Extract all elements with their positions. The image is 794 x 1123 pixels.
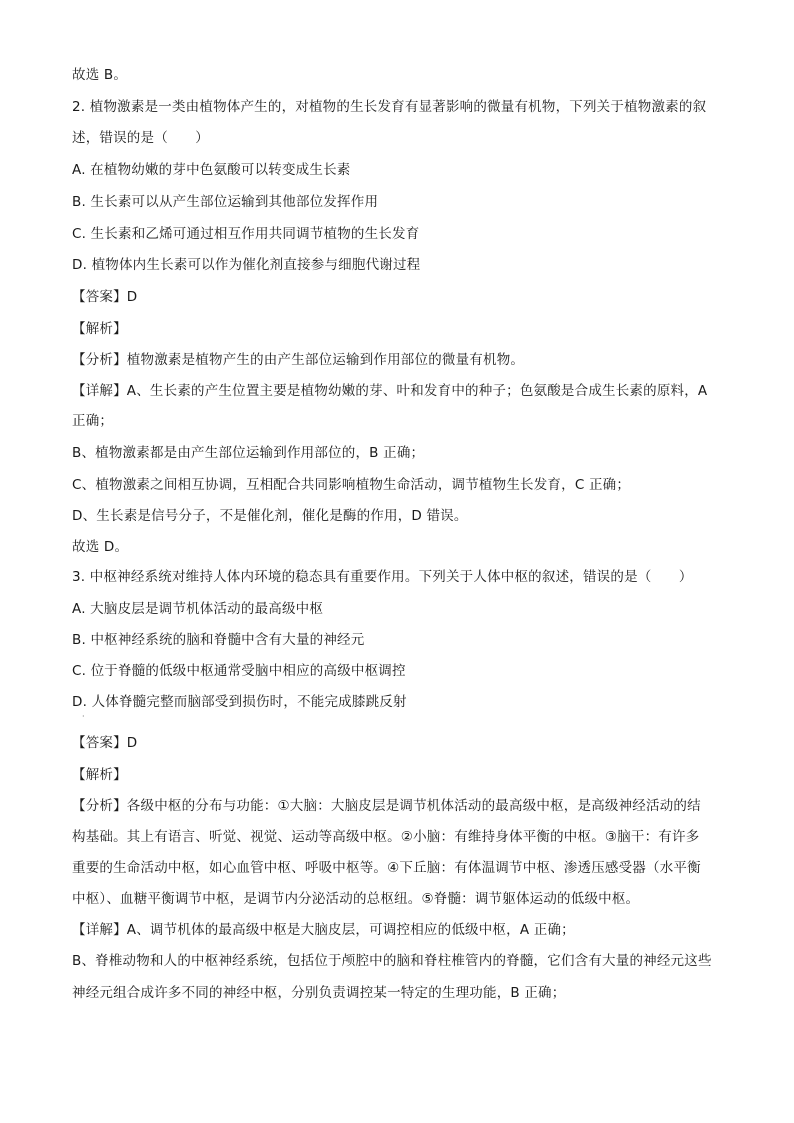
detail-b-cont: 神经元组合成许多不同的神经中枢，分别负责调控某一特定的生理功能，B 正确； — [72, 985, 566, 1001]
analysis-text: 【分析】各级中枢的分布与功能：①大脑：大脑皮层是调节机体活动的最高级中枢，是高级神经活动的结 — [72, 798, 701, 814]
option-c: C. 位于脊髓的低级中枢通常受脑中相应的高级中枢调控 — [72, 663, 406, 679]
text-line: 故选 B。 — [72, 67, 128, 83]
question-3-stem: 3. 中枢神经系统对维持人体内环境的稳态具有重要作用。下列关于人体中枢的叙述，错误的是（ ） — [72, 569, 693, 585]
detail-a: 【详解】A、调节机体的最高级中枢是大脑皮层，可调控相应的低级中枢，A 正确； — [72, 922, 575, 938]
option-c: C. 生长素和乙烯可通过相互作用共同调节植物的生长发育 — [72, 226, 420, 242]
conclusion: 故选 D。 — [72, 539, 129, 555]
option-a: A. 在植物幼嫩的芽中色氨酸可以转变成生长素 — [72, 162, 351, 178]
question-2-stem: 2. 植物激素是一类由植物体产生的，对植物的生长发育有显著影响的微量有机物，下列关于植物激素的叙 — [72, 99, 707, 115]
analysis-text-cont: 构基础。其上有语言、听觉、视觉、运动等高级中枢。②小脑：有维持身体平衡的中枢。③脑干：有许多 — [72, 829, 700, 845]
option-d: D. 人体脊髓完整而脑部受到损伤时，不能完成膝跳反射 — [72, 694, 407, 710]
answer-label: 【答案】D — [72, 289, 138, 305]
option-b: B. 中枢神经系统的脑和脊髓中含有大量的神经元 — [72, 632, 365, 648]
option-b: B. 生长素可以从产生部位运输到其他部位发挥作用 — [72, 194, 379, 210]
answer-label: 【答案】D — [72, 735, 138, 751]
analysis-text-cont: 中枢）、血糖平衡调节中枢，是调节内分泌活动的总枢纽。⑤脊髓：调节躯体运动的低级中枢。 — [72, 891, 640, 907]
detail-b: B、脊椎动物和人的中枢神经系统，包括位于颅腔中的脑和脊柱椎管内的脊髓，它们含有大量的神经元这些 — [72, 953, 712, 969]
option-d: D. 植物体内生长素可以作为催化剂直接参与细胞代谢过程 — [72, 257, 421, 273]
detail-text: 【详解】A、生长素的产生位置主要是植物幼嫩的芽、叶和发育中的种子；色氨酸是合成生长素的原料，A — [72, 383, 708, 399]
analysis-text: 【分析】植物激素是植物产生的由产生部位运输到作用部位的微量有机物。 — [72, 352, 525, 368]
option-a: A. 大脑皮层是调节机体活动的最高级中枢 — [72, 601, 324, 617]
stray-dot: · — [82, 712, 85, 721]
question-2-stem-cont: 述，错误的是（ ） — [72, 130, 209, 146]
analysis-label: 【解析】 — [72, 767, 127, 783]
detail-text-cont: 正确； — [72, 413, 114, 429]
detail-d: D、生长素是信号分子，不是催化剂，催化是酶的作用，D 错误。 — [72, 508, 468, 524]
detail-b: B、植物激素都是由产生部位运输到作用部位的，B 正确； — [72, 445, 425, 461]
analysis-label: 【解析】 — [72, 321, 127, 337]
detail-c: C、植物激素之间相互协调，互相配合共同影响植物生命活动，调节植物生长发育，C 正确； — [72, 477, 631, 493]
analysis-text-cont: 重要的生命活动中枢，如心血管中枢、呼吸中枢等。④下丘脑：有体温调节中枢、渗透压感受器（水平衡 — [72, 860, 701, 876]
